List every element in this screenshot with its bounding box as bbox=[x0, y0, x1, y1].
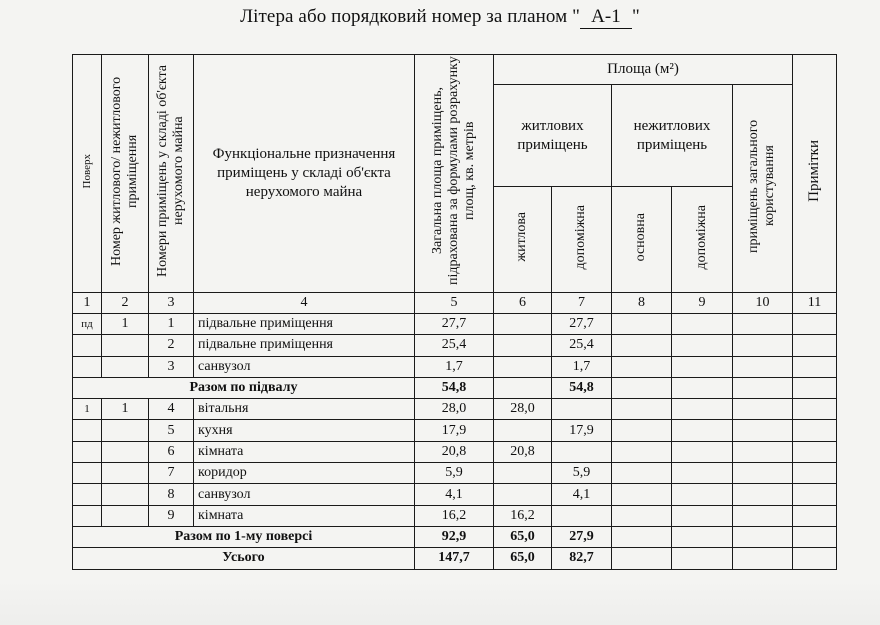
cell-notes bbox=[793, 335, 837, 356]
cell-aux-nonres-area bbox=[672, 335, 733, 356]
cell-total-area: 147,7 bbox=[415, 548, 494, 569]
cell-room-purpose: підвальне приміщення bbox=[194, 314, 415, 335]
cell-aux-nonres-area bbox=[672, 420, 733, 441]
cell-aux-area: 27,9 bbox=[552, 526, 612, 547]
cell-total-area: 17,9 bbox=[415, 420, 494, 441]
cell-aux-nonres-area bbox=[672, 377, 733, 398]
title-number: А-1 bbox=[580, 6, 632, 29]
col-num: 1 bbox=[73, 293, 102, 314]
header-unit-number: Номер житлового/ нежитлового приміщення bbox=[102, 55, 149, 293]
cell-unit-number bbox=[102, 484, 149, 505]
cell-aux-nonres-area bbox=[672, 441, 733, 462]
cell-floor bbox=[73, 441, 102, 462]
cell-common-area bbox=[733, 314, 793, 335]
cell-notes bbox=[793, 399, 837, 420]
cell-room-number: 5 bbox=[149, 420, 194, 441]
header-common-use: приміщень загального користування bbox=[733, 85, 793, 293]
cell-main-area bbox=[612, 505, 672, 526]
cell-notes bbox=[793, 463, 837, 484]
cell-notes bbox=[793, 356, 837, 377]
cell-floor: 1 bbox=[73, 399, 102, 420]
cell-living-area: 16,2 bbox=[494, 505, 552, 526]
header-aux-nonresidential: допоміжна bbox=[672, 187, 733, 293]
cell-aux-area bbox=[552, 441, 612, 462]
table-row bbox=[73, 441, 837, 462]
cell-unit-number bbox=[102, 463, 149, 484]
header-aux-residential: допоміжна bbox=[552, 187, 612, 293]
cell-aux-area: 54,8 bbox=[552, 377, 612, 398]
cell-main-area bbox=[612, 441, 672, 462]
cell-floor bbox=[73, 484, 102, 505]
cell-notes bbox=[793, 548, 837, 569]
cell-aux-area bbox=[552, 399, 612, 420]
cell-main-area bbox=[612, 356, 672, 377]
cell-living-area: 20,8 bbox=[494, 441, 552, 462]
cell-aux-area: 1,7 bbox=[552, 356, 612, 377]
cell-common-area bbox=[733, 377, 793, 398]
cell-aux-area: 4,1 bbox=[552, 484, 612, 505]
cell-floor: пд bbox=[73, 314, 102, 335]
cell-common-area bbox=[733, 505, 793, 526]
cell-aux-area: 5,9 bbox=[552, 463, 612, 484]
rooms-table bbox=[72, 54, 837, 570]
cell-unit-number bbox=[102, 441, 149, 462]
cell-aux-area: 25,4 bbox=[552, 335, 612, 356]
cell-notes bbox=[793, 420, 837, 441]
subtotal-row bbox=[73, 526, 837, 547]
cell-notes bbox=[793, 526, 837, 547]
col-num: 9 bbox=[672, 293, 733, 314]
cell-room-purpose: кімната bbox=[194, 505, 415, 526]
cell-room-purpose: кухня bbox=[194, 420, 415, 441]
cell-total-area: 5,9 bbox=[415, 463, 494, 484]
cell-unit-number: 1 bbox=[102, 314, 149, 335]
cell-main-area bbox=[612, 463, 672, 484]
cell-main-area bbox=[612, 314, 672, 335]
cell-aux-nonres-area bbox=[672, 484, 733, 505]
cell-room-purpose: кімната bbox=[194, 441, 415, 462]
col-num: 7 bbox=[552, 293, 612, 314]
cell-floor bbox=[73, 505, 102, 526]
cell-room-number: 3 bbox=[149, 356, 194, 377]
cell-living-area bbox=[494, 420, 552, 441]
cell-common-area bbox=[733, 420, 793, 441]
cell-unit-number bbox=[102, 335, 149, 356]
cell-main-area bbox=[612, 420, 672, 441]
cell-room-purpose: вітальня bbox=[194, 399, 415, 420]
subtotal-row bbox=[73, 548, 837, 569]
header-room-numbers: Номери приміщень у складі об'єкта нерухомого майна bbox=[149, 55, 194, 293]
cell-unit-number bbox=[102, 356, 149, 377]
title-suffix: " bbox=[632, 6, 640, 27]
cell-common-area bbox=[733, 484, 793, 505]
cell-notes bbox=[793, 441, 837, 462]
cell-room-number: 7 bbox=[149, 463, 194, 484]
cell-living-area: 65,0 bbox=[494, 548, 552, 569]
cell-main-area bbox=[612, 484, 672, 505]
col-num: 8 bbox=[612, 293, 672, 314]
cell-common-area bbox=[733, 526, 793, 547]
document-title bbox=[0, 6, 880, 29]
col-num: 5 bbox=[415, 293, 494, 314]
table-row bbox=[73, 463, 837, 484]
cell-room-number: 1 bbox=[149, 314, 194, 335]
cell-common-area bbox=[733, 548, 793, 569]
cell-room-purpose: підвальне приміщення bbox=[194, 335, 415, 356]
table-row bbox=[73, 314, 837, 335]
column-number-row bbox=[73, 293, 837, 314]
cell-floor bbox=[73, 463, 102, 484]
col-num: 3 bbox=[149, 293, 194, 314]
cell-total-area: 25,4 bbox=[415, 335, 494, 356]
cell-aux-nonres-area bbox=[672, 526, 733, 547]
table-row bbox=[73, 399, 837, 420]
cell-living-area: 65,0 bbox=[494, 526, 552, 547]
cell-total-area: 16,2 bbox=[415, 505, 494, 526]
subtotal-row bbox=[73, 377, 837, 398]
page-shadow bbox=[0, 580, 880, 625]
cell-aux-area bbox=[552, 505, 612, 526]
cell-aux-nonres-area bbox=[672, 505, 733, 526]
cell-common-area bbox=[733, 441, 793, 462]
cell-total-area: 54,8 bbox=[415, 377, 494, 398]
cell-floor bbox=[73, 356, 102, 377]
cell-unit-number bbox=[102, 420, 149, 441]
cell-aux-area: 27,7 bbox=[552, 314, 612, 335]
cell-floor bbox=[73, 420, 102, 441]
header-notes: Примітки bbox=[793, 55, 837, 293]
cell-notes bbox=[793, 484, 837, 505]
cell-aux-nonres-area bbox=[672, 356, 733, 377]
cell-living-area: 28,0 bbox=[494, 399, 552, 420]
cell-room-number: 6 bbox=[149, 441, 194, 462]
cell-unit-number bbox=[102, 505, 149, 526]
cell-room-purpose: санвузол bbox=[194, 356, 415, 377]
cell-total-area: 28,0 bbox=[415, 399, 494, 420]
cell-total-area: 20,8 bbox=[415, 441, 494, 462]
header-residential: житлових приміщень bbox=[494, 85, 612, 187]
cell-aux-area: 82,7 bbox=[552, 548, 612, 569]
cell-aux-nonres-area bbox=[672, 463, 733, 484]
header-total-area: Загальна площа приміщень, підрахована за формулами розрахунку площ, кв. метрів bbox=[415, 55, 494, 293]
cell-main-area bbox=[612, 526, 672, 547]
subtotal-label: Усього bbox=[73, 548, 415, 569]
cell-common-area bbox=[733, 463, 793, 484]
cell-room-number: 8 bbox=[149, 484, 194, 505]
cell-total-area: 1,7 bbox=[415, 356, 494, 377]
cell-common-area bbox=[733, 335, 793, 356]
cell-room-purpose: санвузол bbox=[194, 484, 415, 505]
cell-main-area bbox=[612, 335, 672, 356]
header-nonresidential: нежитлових приміщень bbox=[612, 85, 733, 187]
cell-living-area bbox=[494, 335, 552, 356]
title-prefix: Літера або порядковий номер за планом " bbox=[240, 6, 580, 27]
cell-aux-nonres-area bbox=[672, 399, 733, 420]
cell-room-number: 4 bbox=[149, 399, 194, 420]
cell-notes bbox=[793, 314, 837, 335]
cell-living-area bbox=[494, 314, 552, 335]
cell-main-area bbox=[612, 377, 672, 398]
cell-total-area: 27,7 bbox=[415, 314, 494, 335]
header-area-group: Площа (м²) bbox=[494, 55, 793, 85]
table-body bbox=[73, 314, 837, 570]
cell-living-area bbox=[494, 356, 552, 377]
cell-aux-nonres-area bbox=[672, 548, 733, 569]
cell-living-area bbox=[494, 484, 552, 505]
cell-total-area: 4,1 bbox=[415, 484, 494, 505]
subtotal-label: Разом по підвалу bbox=[73, 377, 415, 398]
cell-common-area bbox=[733, 399, 793, 420]
table-row bbox=[73, 505, 837, 526]
table-row bbox=[73, 356, 837, 377]
header-living: житлова bbox=[494, 187, 552, 293]
table-row bbox=[73, 420, 837, 441]
cell-room-purpose: коридор bbox=[194, 463, 415, 484]
table-row bbox=[73, 484, 837, 505]
cell-floor bbox=[73, 335, 102, 356]
cell-living-area bbox=[494, 463, 552, 484]
col-num: 10 bbox=[733, 293, 793, 314]
header-main: основна bbox=[612, 187, 672, 293]
col-num: 6 bbox=[494, 293, 552, 314]
cell-room-number: 9 bbox=[149, 505, 194, 526]
table-row bbox=[73, 335, 837, 356]
cell-living-area bbox=[494, 377, 552, 398]
cell-aux-area: 17,9 bbox=[552, 420, 612, 441]
cell-total-area: 92,9 bbox=[415, 526, 494, 547]
cell-room-number: 2 bbox=[149, 335, 194, 356]
col-num: 2 bbox=[102, 293, 149, 314]
cell-common-area bbox=[733, 356, 793, 377]
header-purpose: Функціональне призначення приміщень у складі об'єкта нерухомого майна bbox=[194, 55, 415, 293]
cell-notes bbox=[793, 377, 837, 398]
cell-main-area bbox=[612, 399, 672, 420]
cell-unit-number: 1 bbox=[102, 399, 149, 420]
cell-aux-nonres-area bbox=[672, 314, 733, 335]
subtotal-label: Разом по 1-му поверсі bbox=[73, 526, 415, 547]
col-num: 11 bbox=[793, 293, 837, 314]
header-floor: Поверх bbox=[73, 55, 102, 293]
cell-main-area bbox=[612, 548, 672, 569]
cell-notes bbox=[793, 505, 837, 526]
col-num: 4 bbox=[194, 293, 415, 314]
